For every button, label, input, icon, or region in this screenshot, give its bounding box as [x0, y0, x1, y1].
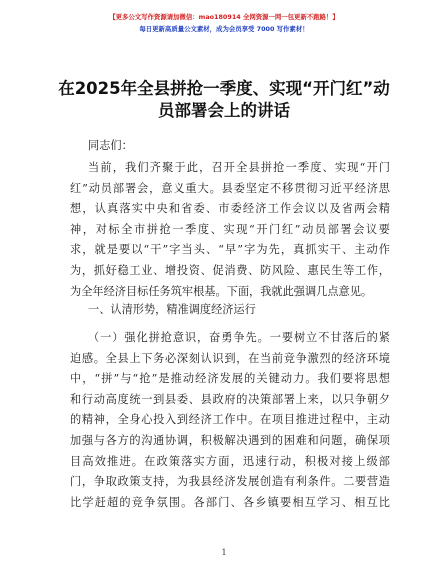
title-line-2: 员部署会上的讲话 [158, 101, 290, 120]
paragraph-2-line: 比学赶超的竞争氛围。各部门、各乡镇要相互学习、相互比 [70, 495, 390, 509]
paragraph-2-line: 迫感。全县上下务必深刻认识到，在当前竞争激烈的经济环境 [70, 351, 390, 365]
paragraph-2-line: 目高效推进。在政策落实方面，迅速行动，积极对接上级部 [70, 454, 390, 468]
paragraph-1-line: 为，抓好稳工业、增投资、促消费、防风险、惠民生等工作， [70, 263, 390, 277]
paragraph-1-line: 为全年经济目标任务筑牢根基。下面，我就此强调几点意见。 [70, 284, 373, 298]
paragraph-2-line: （一）强化拼抢意识，奋勇争先。一要树立不甘落后的紧 [88, 331, 390, 344]
document-title [40, 78, 408, 122]
title-line-1: 在2025年全县拼抢一季度、实现“开门红”动 [58, 79, 390, 98]
paragraph-1-line: 红”动员部署会，意义重大。县委坚定不移贯彻习近平经济思 [70, 181, 390, 195]
page-number: 1 [221, 548, 227, 557]
paragraph-1 [70, 158, 390, 302]
paragraph-1-line: 当前，我们齐聚于此，召开全县拼抢一季度、实现“开门 [88, 161, 390, 174]
paragraph-2-line: 和行动高度统一到县委、县政府的决策部署上来，以只争朝夕 [70, 392, 390, 406]
paragraph-2-line: 加强与各方的沟通协调，积极解决遇到的困难和问题，确保项 [70, 433, 390, 447]
section-heading-1: 一、认清形势，精准调度经济运行 [88, 303, 256, 316]
paragraph-2-line: 门，争取政策支持，为我县经济发展创造有利条件。二要营造 [70, 475, 390, 489]
paragraph-2 [70, 328, 390, 513]
salutation: 同志们： [88, 139, 133, 152]
paragraph-2-line: 中，“拼”与“抢”是推动经济发展的关键动力。我们要将思想 [70, 372, 390, 386]
paragraph-2-line: 的精神，全身心投入到经济工作中。在项目推进过程中，主动 [70, 413, 390, 427]
paragraph-1-line: 神，对标全市拼抢一季度、实现“开门红”动员部署会议要 [70, 222, 390, 236]
promo-banner-line-2: 每日更新高质量公文素材，成为会员享受 7000 写作素材！ [139, 25, 309, 33]
promo-banner-line-1: 【更多公文写作资源请加微信：mao180914 全网资源一网一包更新不跑路！】 [109, 13, 339, 21]
paragraph-1-line: 想，认真落实中央和省委、市委经济工作会议以及省两会精 [70, 202, 390, 216]
paragraph-1-line: 求，就是要以“干”字当头、“早”字为先，真抓实干、主动作 [70, 243, 390, 257]
